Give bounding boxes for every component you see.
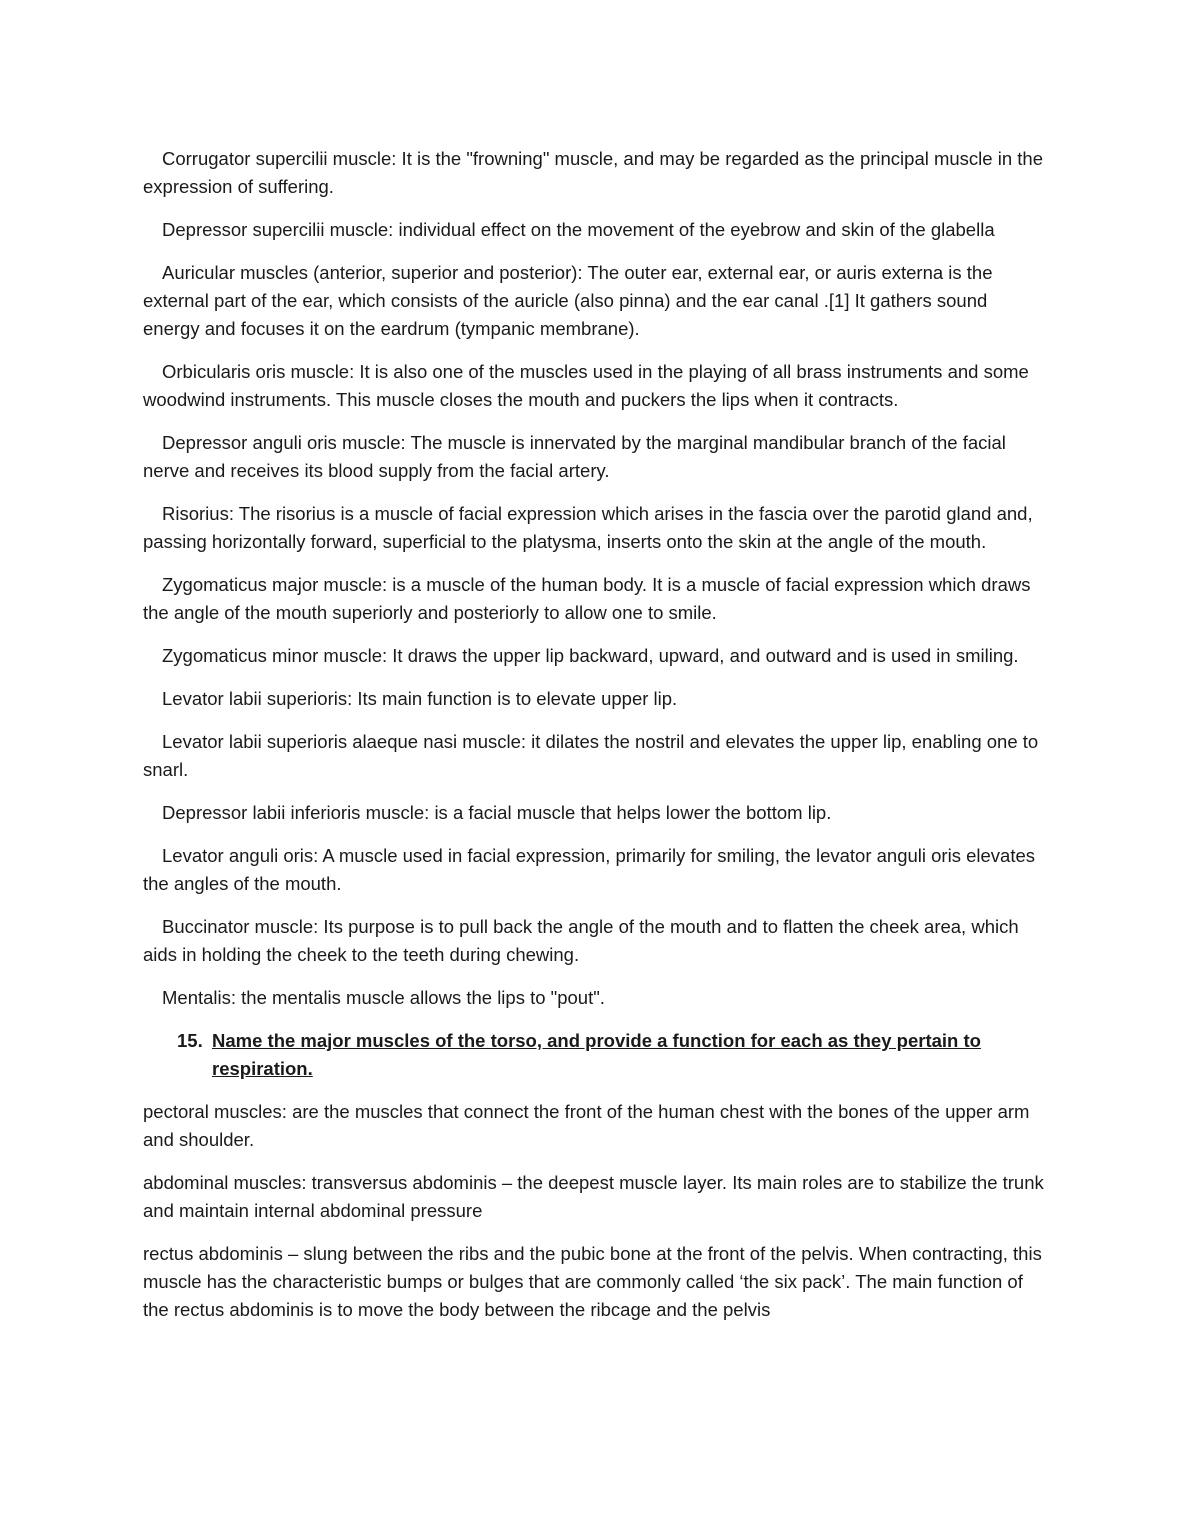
paragraph-depressor-anguli-oris: Depressor anguli oris muscle: The muscle is innervated by the marginal mandibular branch of the facial nerve and receives its blood supply from the facial artery. <box>143 432 1006 481</box>
paragraph-depressor-supercilii: Depressor supercilii muscle: individual effect on the movement of the eyebrow and skin of the glabella <box>162 219 995 240</box>
question-text: Name the major muscles of the torso, and provide a function for each as they pertain to respiration. <box>212 1030 981 1079</box>
paragraph-corrugator-supercilii: Corrugator supercilii muscle: It is the "frowning" muscle, and may be regarded as the principal muscle in the expression of suffering. <box>143 148 1043 197</box>
question-15 <box>143 1027 1048 1083</box>
paragraph-levator-anguli-oris: Levator anguli oris: A muscle used in facial expression, primarily for smiling, the levator anguli oris elevates the angles of the mouth. <box>143 845 1035 894</box>
paragraph-auricular-muscles: Auricular muscles (anterior, superior and posterior): The outer ear, external ear, or auris externa is the external part of the ear, which consists of the auricle (also pinna) and the ear canal .[1] It gathers sound energy and focuses it on the eardrum (tympanic membrane). <box>143 262 993 339</box>
paragraph-abdominal-muscles: abdominal muscles: transversus abdominis – the deepest muscle layer. Its main roles are to stabilize the trunk and maintain internal abdominal pressure <box>143 1172 1044 1221</box>
paragraph-depressor-labii-inferioris: Depressor labii inferioris muscle: is a facial muscle that helps lower the bottom lip. <box>162 802 832 823</box>
paragraph-levator-labii-alaeque-nasi: Levator labii superioris alaeque nasi muscle: it dilates the nostril and elevates the upper lip, enabling one to snarl. <box>143 731 1039 780</box>
document-page <box>143 145 1048 1339</box>
paragraph-rectus-abdominis: rectus abdominis – slung between the ribs and the pubic bone at the front of the pelvis. When contracting, this muscle has the characteristic bumps or bulges that are commonly called ‘the six pack’. The main function of the rectus abdominis is to move the body between the ribcage and the pelvis <box>143 1243 1042 1320</box>
paragraph-levator-labii-superioris: Levator labii superioris: Its main function is to elevate upper lip. <box>162 688 678 709</box>
paragraph-orbicularis-oris: Orbicularis oris muscle: It is also one of the muscles used in the playing of all brass instruments and some woodwind instruments. This muscle closes the mouth and puckers the lips when it contracts. <box>143 361 1029 410</box>
paragraph-zygomaticus-minor: Zygomaticus minor muscle: It draws the upper lip backward, upward, and outward and is used in smiling. <box>162 645 1019 666</box>
paragraph-mentalis: Mentalis: the mentalis muscle allows the lips to "pout". <box>162 987 605 1008</box>
question-number: 15. <box>177 1030 203 1051</box>
paragraph-buccinator: Buccinator muscle: Its purpose is to pull back the angle of the mouth and to flatten the cheek area, which aids in holding the cheek to the teeth during chewing. <box>143 916 1019 965</box>
paragraph-risorius: Risorius: The risorius is a muscle of facial expression which arises in the fascia over the parotid gland and, passing horizontally forward, superficial to the platysma, inserts onto the skin at the angle of the mouth. <box>143 503 1033 552</box>
paragraph-pectoral-muscles: pectoral muscles: are the muscles that connect the front of the human chest with the bones of the upper arm and shoulder. <box>143 1101 1030 1150</box>
paragraph-zygomaticus-major: Zygomaticus major muscle: is a muscle of the human body. It is a muscle of facial expression which draws the angle of the mouth superiorly and posteriorly to allow one to smile. <box>143 574 1031 623</box>
